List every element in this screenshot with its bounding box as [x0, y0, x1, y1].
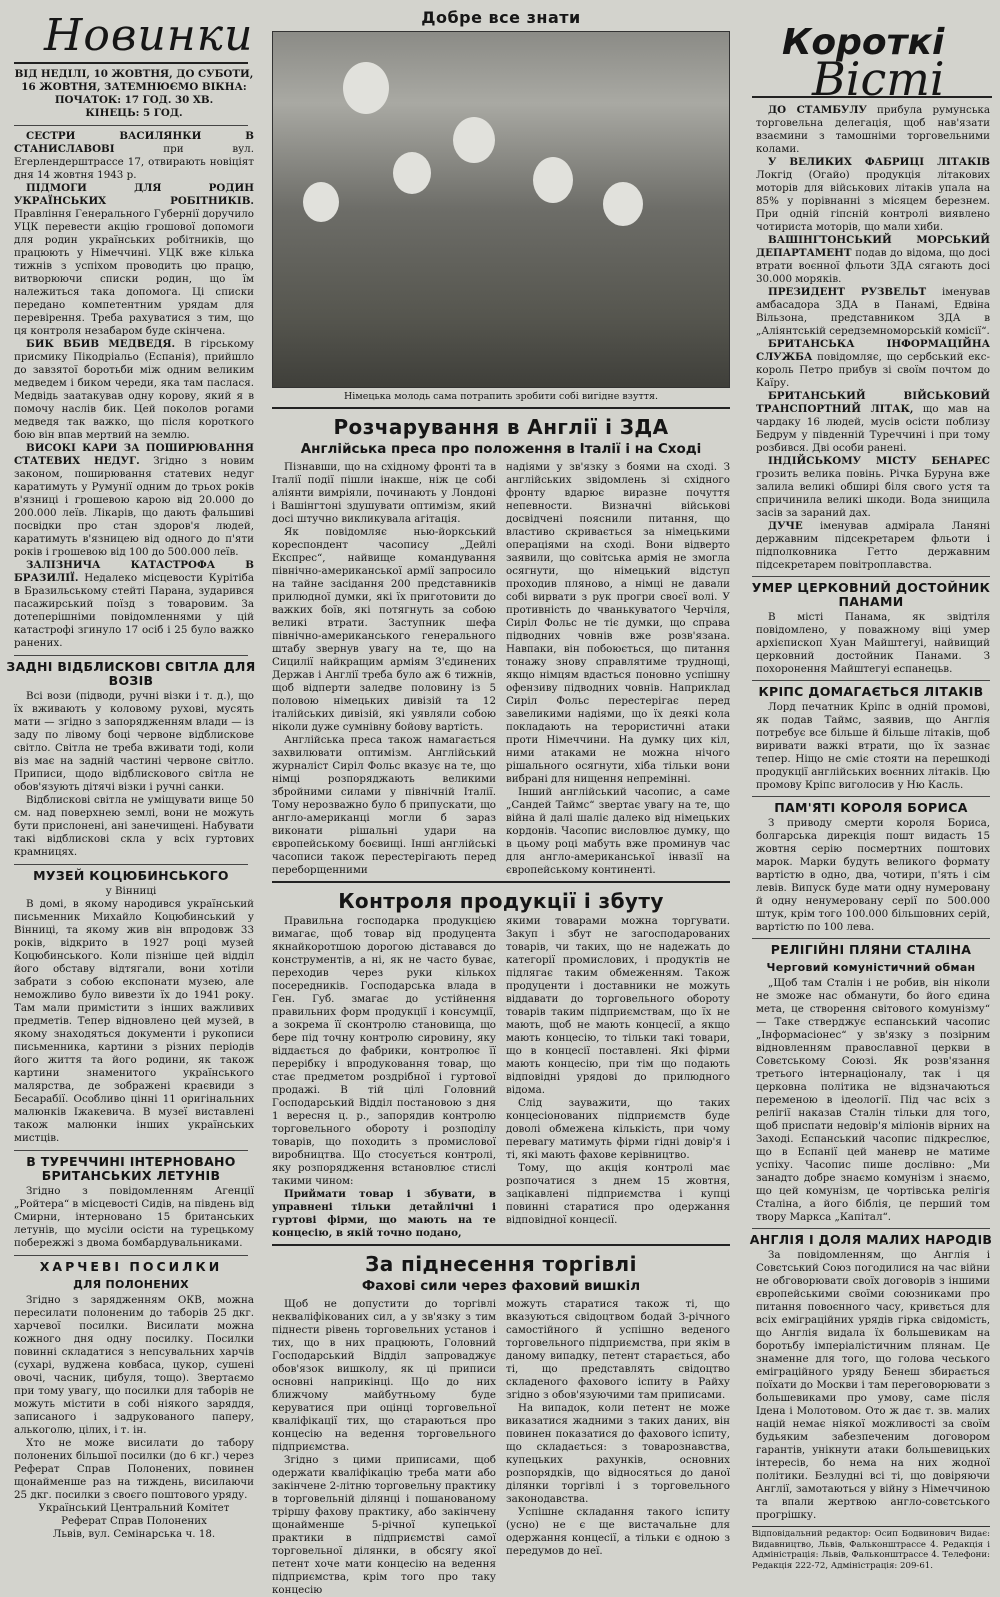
church-text: В місті Панама, як звідтіля повідомлено, у поважному віці умер архієпископ Хуан Майштегуі, найвищий церковний достойник Панами. З похоронення Майштегуі еспанецьв. — [756, 611, 990, 675]
cripps-article — [742, 701, 1000, 792]
news-item — [14, 442, 254, 559]
article1-col1 — [272, 461, 496, 877]
turkey-text: Згідно з повідомленням Агенції „Ройтера“ в місцевості Сидів, на південь від Смирни, інтерновано 15 британських летунів, що мусіли осісти на турецькому побережжі з двома бомбардувальниками. — [14, 1185, 254, 1249]
article2-para: Приймати товар і збувати, в управнені тільки детайлічні і гуртові фірми, що мають на те концесію, в якій точно подано, — [272, 1188, 496, 1239]
short-news-text: прибула румунська торговельна делегація, щоб нав'язати взаємини з тамошніми торговельними колами. — [756, 104, 990, 155]
lights-article — [0, 690, 262, 859]
small-nations-title: АНГЛІЯ І ДОЛЯ МАЛИХ НАРОДІВ — [749, 1232, 993, 1247]
blackout-notice — [0, 68, 262, 120]
blackout-line: КІНЕЦЬ: 5 ГОД. — [85, 107, 183, 119]
divider — [752, 680, 990, 681]
news-text: В гірському присмику Пікодріальо (Еспанія), прийшло до завзятої боротьби між одним великим медведем і биком череди, яка там паслася. Медвідь заатакував одну корову, який я в помочу наслів бик. Цей поколов рогами медведя так важко, що після короткого бою він впав мертвий на землю. — [14, 338, 254, 441]
short-news-text: повідомляє, що сербський екс-король Петро прибув зі своїм почтом до Каїру. — [756, 351, 990, 389]
masthead-short-news — [752, 0, 992, 106]
parcels-article — [0, 1294, 262, 1541]
parcels-subtitle: ДЛЯ ПОЛОНЕНИХ — [73, 1278, 189, 1291]
parcels-signature: Український Центральний Комітет — [38, 1502, 230, 1514]
small-nations-article — [742, 1249, 1000, 1522]
article3-para: можуть старатися також ті, що вказуються свідоцтвом бодай 3-річного самостійного й успішно веденого торговельного підприємства, при якім в даному випадку, петент старається, або ті, що представлять свідоцтво складеного фахового іспиту в Райху згідно з обов'язуючими там приписами. — [506, 1298, 730, 1401]
photo-youth-making-shoes — [272, 31, 730, 388]
short-news-head: БРИТАНСЬКИЙ ВІЙСЬКОВИЙ ТРАНСПОРТНИЙ ЛІТАК, — [756, 390, 990, 415]
divider — [14, 864, 248, 865]
article1-para: Англійська преса також намагається захвилювати оптимізм. Англійський журналіст Сиріл Фольс вказує на те, що німці розпоряджають великими збройними силами у північній Італії. Тому нерозважно було б припускати, що англо-американці могли б зараз виконати рішальні удари на європейському боєвищі. Інші англійські часописи також перестерігають перед переборщенними — [272, 734, 496, 876]
divider — [14, 125, 248, 126]
short-news-head: БРИТАНСЬКА ІНФОРМАЦІЙНА СЛУЖБА — [756, 338, 990, 363]
article3-subhead: Фахові сили через фаховий вишкіл — [361, 1278, 641, 1294]
masthead-novynky: Новинки — [14, 0, 248, 64]
short-news-item — [756, 156, 990, 234]
news-item — [14, 559, 254, 650]
lights-para: Відблискові світла не уміщувати вище 50 см. над поверхнею землі, вони не можуть бути прислонені, ані занечищені. Набувати такі відблискові скла у всіх гуртових крамницях. — [14, 794, 254, 858]
blackout-line: 16 ЖОВТНЯ, ЗАТЕМНЮЄМО ВІКНА: — [21, 81, 247, 93]
news-head: ЗАЛІЗНИЧА КАТАСТРОФА В БРАЗИЛІЇ. — [14, 559, 254, 584]
article2-para: Слід зауважити, що таких концесіонованих підприємств буде доволі обмежена кількість, при чому перевагу матимуть фірми гідні довір'я і ті, які мають фахове керівництво. — [506, 1097, 730, 1161]
article1-para: Як повідомляє нью-йоркський кореспондент часопису „Дейлі Експрес“, найвище командування північно-американської армії запросило на тайне засідання 200 представників прилюдної думки, які їх приготовити до важких боїв, які потягнуть за собою великі втрати. Заступник шефа північно-американського генерального штабу звернув увагу на те, що на Сицилії найкращим арміям З'єдинених Держав і Англії треба було аж 6 тижнів, щоб відперти заледве половину із 5 половою німецьких дивізій та 12 італійських дивізій, які уявляли собою ніколи дуже сумнівну бойову вартість. — [272, 526, 496, 733]
news-text: Згідно з новим законом, поширювання статевих недуг каратимуть у Румунії одним до трьох років в'язниці і грошевою карою від 20.000 до 200.000 леїв. Лікарів, що дають фальшиві посвідки про стан здоров'я людей, каратимуть в'язницею від одного до п'яти років і грошевою від 100 до 500.000 леїв. — [14, 455, 255, 558]
article2-para: Правильна господарка продукцією вимагає, щоб товар від продуцента якнайкоротшою дорогою діставався до конструментів, а ні, як не часто буває, переходив через руки кількох посередників. Господарська влада в Ген. Губ. змагає до устійнення правильних форм продукції і консумції, а зокрема її сконтролю становища, що бере під точну контролю сировину, яку віддається до фабрики, контролює її перерібку і впродуковання товар, що стає предметом роздрібної і гуртової продажі. В тій цілі Головний Господарський Відділ постановою з дня 1 вересня ц. р., запорядив контролю торговельного обороту і розподілу товарів, що походить з промислової виробництва. Що стосується контролі, яку розпорядження встановлює стислі такими чином: — [272, 915, 496, 1187]
masthead-word-bottom: Вісті — [812, 52, 945, 106]
short-news-item — [756, 338, 990, 390]
middle-column — [262, 0, 740, 1597]
small-nations-text: За повідомленням, що Англія і Совєтський Союз погодилися на час війни не обговорювати своїх договорів з іншими європейськими своїми союзниками про питання повоєнного часу, кривється для всіх еміграційних урядів гірка свідомість, що Англія видала їх большевикам на боротьбу імперіалістичним плянам. Це знаменне для того, що голова чеського еміграційного уряду Бенеш збирається поїхати до Москви і там переговорювати з большевиками про умову, саме після Ідена і Молотовом. Ото ж дає т. зв. малих націй немає ніякої можливості за своїм будьяким забезпеченим договором гарантів, унікнути атаки большевицьких інтересів, бо нема на них жодної політики. Безлудні всі ті, що довіряючи Англії, замотаються у війну з Німеччиною та впали жертвою англо-совєтського прогрішку. — [756, 1249, 990, 1521]
news-head: БИК ВБИВ МЕДВЕДЯ. — [26, 338, 176, 350]
museum-text: В домі, в якому народився український письменник Михайло Коцюбинський у Вінниці, та якому жив він впродовж 33 років, відкрито в 1927 році музей Коцюбинського. Коли пізніше цей відділ його обставу відтягали, вони хотіли забрати з собою експонати музею, але неможливо було вивезти їх до 1941 року. Там мали примістити з інших важливих предметів. Тепер відновлено цей музей, в якому знаходяться документи і рукописи письменника, картини з різних періодів його життя та його родини, як також картини знаменитого українського малярства, де зображені краєвиди з Бесарабії. Особливо цінні 11 оригінальних малюнків Іжакевича. В музеї виставлені також малюнки інших українських мистців. — [14, 898, 254, 1144]
section-title: Добре все знати — [421, 8, 581, 27]
divider — [752, 1228, 990, 1229]
news-item — [14, 338, 254, 442]
museum-title: МУЗЕЙ КОЦЮБИНСЬКОГО — [33, 868, 229, 883]
news-item — [14, 182, 254, 338]
cripps-title: КРІПС ДОМАГАЄТЬСЯ ЛІТАКІВ — [758, 684, 984, 699]
imprint — [752, 1526, 990, 1571]
short-news-item — [756, 390, 990, 455]
parcels-para: Згідно з зарядженням ОКВ, можна пересилати полоненим до таборів 25 дкг. харчевої посилки. Висилати можна кожного дня одну посилку. Посилки повинні складатися з непсувальних харчів (сухарі, вуджена ковбаса, цукор, сушені овочі, часник, цибуля, тощо). Звертаємо при тому увагу, що посилки для таборів не можуть містити в собі ніякого заряддя, записаного і задрукованого паперу, алькоголю, цілих, і т. ін. — [14, 1294, 254, 1436]
divider — [14, 655, 248, 656]
short-news-item — [756, 455, 990, 520]
imprint-text: Відповідальний редактор: Осип Бодвинович Видає: Видавництво, Львів, Фальконштрассе 4. Редакція і Адміністрація: Львів, Фальконштрассе 4. Телефони: Редакція 222-72, Адміністрація: 209-61. — [752, 1529, 990, 1571]
parcels-para: Хто не може висилати до табору полонених більшої посилки (до 6 кг.) через Реферат Справ Полонених, повинен щонайменше раз на тиждень, висилаючи 25 дкг. посилки з своєго поштового уряду. — [14, 1437, 254, 1501]
turkey-title: В ТУРЕЧЧИНІ ІНТЕРНОВАНО БРИТАНСЬКИХ ЛЕТУНІВ — [26, 1154, 236, 1183]
news-list — [0, 130, 262, 650]
parcels-title: ХАРЧЕВІ ПОСИЛКИ — [39, 1259, 223, 1274]
short-news-text: що мав на чардаку 16 людей, мусів осісти поблизу Бедрум у південній Туреччині і при тому розбився. Дві особи ранені. — [756, 403, 990, 454]
article1-body — [262, 461, 740, 877]
boris-title: ПАМ'ЯТІ КОРОЛЯ БОРИСА — [774, 800, 968, 815]
article3-para: Щоб не допустити до торгівлі некваліфікованих сил, а у зв'язку з тим піднести рівень торговельних установ і тих, що в них працюють, Головний Господарський Відділ запроваджує обов'язок вишколу, як ці приписи основні наприкінці. Що до них ближчому майбутньому буде керуватися при оцінці торговельної кваліфікації тих, що стараються про концесію на ведення торговельного підприємства. — [272, 1298, 496, 1453]
boris-text: З приводу смерти короля Бориса, болгарська дирекція пошт видасть 15 жовтня серію посмертних поштових марок. Марки будуть великого формату вартістю в одно, два, чотири, п'ять і сім левів. Випуск буде мати одну нумеровану й одну ненумеровану серії по 500.000 штук, крім того 100.000 більшовних серій, вартістю по 100 лева. — [756, 817, 990, 933]
right-column — [742, 0, 1000, 1571]
article3-headline: За піднесення торгівлі — [365, 1252, 637, 1276]
article2-col2 — [506, 915, 730, 1240]
news-text: Недалеко місцевости Курітіба в Бразильському стейті Парана, зударився пасажирський поїзд з товаровим. За дотеперішніми повідомленнями у цій катастрофі згинуло 17 осіб і 25 було важко ранених. — [14, 572, 254, 649]
stalin-title: РЕЛІГІЙНІ ПЛЯНИ СТАЛІНА — [770, 942, 972, 957]
short-news-item — [756, 104, 990, 156]
left-column — [0, 0, 262, 1541]
short-news-head: ДУЧЕ — [768, 520, 803, 532]
article1-col2 — [506, 461, 730, 877]
article2-para: якими товарами можна торгувати. Закуп і збут не загосподарованих товарів, чи таких, що не надежать до категорії промислових, і продуктів не підлягає таким обмеженням. Також продуценти і доставники не можуть віддавати до торговельного обороту товарів таким підприємствам, що їх не мають, щоб не мають концесії, а якщо мають концесію, то тільки такі товари, що в концесії поставлені. Які фірми мають концесію, при тім що подають відповідні урядові до прилюдного відома. — [506, 915, 730, 1096]
blackout-line: ВІД НЕДІЛІ, 10 ЖОВТНЯ, ДО СУБОТИ, — [14, 68, 254, 80]
short-news-head: ВАШІНГТОНСЬКИЙ МОРСЬКИЙ ДЕПАРТАМЕНТ — [756, 234, 990, 259]
boris-article — [742, 817, 1000, 934]
article3-para: Успішне складання такого іспиту (усно) не є ще вистачальне для одержання концесії, а тільки є одною з передумов до неї. — [506, 1506, 730, 1557]
divider — [752, 938, 990, 939]
short-news-item — [756, 520, 990, 572]
photo-caption: Німецька молодь сама потрапить зробити собі вигідне взуття. — [344, 391, 658, 402]
divider — [272, 1244, 730, 1246]
lights-title: ЗАДНІ ВІДБЛИСКОВІ СВІТЛА ДЛЯ ВОЗІВ — [6, 659, 256, 688]
parcels-signature: Реферат Справ Полонених — [61, 1515, 207, 1527]
news-text: Правління Генерального Губернії доручило УЦК перевести акцію грошової допомоги для родин українських робітників, що працюють у Німеччині. УЦК вже кілька тижнів з успіхом проводить цю працю, витворюючи списки родин, що їм належиться така допомога. Ці списки передано компетентним урядам для перевірення. Треба рахуватися з тим, що ця контроля незабаром буде скінчена. — [14, 208, 254, 337]
article3-body — [262, 1298, 740, 1597]
article2-col1 — [272, 915, 496, 1240]
article1-para: надіями у зв'язку з боями на сході. З англійських звідомлень зі східного фронту вдарює виразне почуття непевности. Визначні військові досвідчені пояснили питання, що властиво скривається за німецькими операціями на сході. Вони відверто заявили, що совітська армія не змогла осягнути, що німецький відступ проходив пляново, а німці не давали собі вирвати з рук прогри своєї волі. У противність до чванькуватого Черчіля, Сиріл Фольс не тіє думки, що справа підводних човнів вже розв'язана. Навпаки, він побоюється, що питання тонажу знову справлятиме труднощі, якщо німцям вдасться поновно успішну офензиву підводних човнів. Наприклад Сиріл Фольс перестерігає перед завеликими надіями, що їх деякі кола покладають на терористичні атаки проти Німеччини. На думку цих кіл, ними атаками не можна нічого рішального осягнути, хіба тільки вони вибрані для нищення непремінні. — [506, 461, 730, 785]
article1-headline: Розчарування в Англії і ЗДА — [333, 415, 669, 439]
article2-para: Тому, що акція контролі має розпочатися з днем 15 жовтня, зацікавлені підприємства і купці повинні старатися про одержання відповідної концесії. — [506, 1162, 730, 1226]
news-item — [14, 130, 254, 182]
article3-col1 — [272, 1298, 496, 1597]
divider — [14, 1255, 248, 1256]
short-news-head: У ВЕЛИКИХ ФАБРИЦІ ЛІТАКІВ — [768, 156, 990, 168]
short-news-item — [756, 234, 990, 286]
divider — [272, 407, 730, 409]
article3-para: На випадок, коли петент не може виказатися жадними з таких даних, він повинен показатися до фахового іспиту, що складається: з товарознавства, купецьких рахунків, основних розпорядків, що відносяться до даної ділянки торгівлі і з торговельного законодавства. — [506, 1402, 730, 1505]
news-text: при вул. Егерлендерштрассе 17, отвирають новіціят дня 14 жовтня 1943 р. — [14, 143, 254, 181]
museum-subtitle: у Вінниці — [105, 885, 157, 897]
short-news-text: іменував адмірала Ланяні державним підсекретарем фльоти і підполковника Гетто державним підсекретарем повітроплавства. — [756, 520, 990, 571]
lights-para: Всі вози (підводи, ручні візки і т. д.), що їх вживають у коловому руховi, мусять мати — згідно з запорядженням влади — із заду по лівому боці червоне відблискове світло. Світла не треба вживати тоді, коли віз має на задній частині червоне світло. Приписи, щодо відблискового світла не обов'язують дітячі візки і ручні санки. — [14, 690, 254, 793]
short-news-head: ПРЕЗИДЕНТ РУЗВЕЛЬТ — [768, 286, 927, 298]
stalin-article — [742, 977, 1000, 1224]
church-title: УМЕР ЦЕРКОВНИЙ ДОСТОЙНИК ПАНАМИ — [751, 580, 991, 609]
masthead-word-top: Короткі — [782, 22, 945, 63]
article2-headline: Контроля продукції і збуту — [338, 889, 664, 913]
short-news-text: грозить велика повінь. Річка Буруна вже залила великі обширі біля свого устя та спричинила великі шкоди. Вода знищила засів за зараний дах. — [756, 468, 990, 519]
article2-body — [262, 915, 740, 1240]
divider — [752, 576, 990, 577]
news-head: ВИСОКІ КАРИ ЗА ПОШИРЮВАННЯ СТАТЕВИХ НЕДУГ. — [14, 442, 254, 467]
museum-article — [0, 898, 262, 1145]
cripps-text: Лорд печатник Кріпс в одній промові, як подав Таймс, заявив, що Англія потребує все більше й більше літаків, щоб виривати важкі втрати, що їх зазнає тепер. Ніщо не сміє стояти на перешкоді продукції англійських воєнних літаків. Цю промову Кріпс виголосив у Ню Касль. — [756, 701, 990, 791]
article3-col2 — [506, 1298, 730, 1597]
news-head: СЕСТРИ ВАСИЛЯНКИ В СТАНИСЛАВОВІ — [14, 130, 254, 155]
short-news-head: ІНДІЙСЬКОМУ МІСТУ БЕНАРЕС — [768, 455, 990, 467]
article1-para: Пізнавши, що на східному фронті та в Італії події пішли інакше, ніж це собі аліянти вимріяли, починають у Лондоні і Вашінгтоні здушувати оптимізм, який досі штучно викликувала агітація. — [272, 461, 496, 525]
news-head: ПІДМОГИ ДЛЯ РОДИН УКРАЇНСЬКИХ РОБІТНИКІВ. — [14, 182, 254, 207]
stalin-text: „Щоб там Сталін і не робив, він ніколи не зможе нас обманути, бо його єдина мета, це створення світового комунізму“ — Таке стверджує еспанський часопис „Інформасіонес“ у зв'язку з позірним відновленням православної церкви в Совєтському Союзі. Як розв'язання третього інтернаціоналу, так і ця церковна політика не відзначаються переменою в ідеології. Під час всіх з релігії наказав Сталін тільки для того, щоб приспати недовір'я міліонів вірних на Заході. Еспанський часопис підкреслює, що в Еспанії цей маневр не матиме успіху. Часопис пише дослівно: „Ми занадто добре знаємо комунізм і знаємо, що цей комунізм, це чортівська релігія Сталіна, а його біблія, це перший том твору Маркса „Капітал“. — [756, 977, 990, 1223]
parcels-signature: Львів, вул. Семінарська ч. 18. — [52, 1528, 216, 1540]
divider — [272, 881, 730, 883]
short-news-item — [756, 286, 990, 338]
church-article — [742, 611, 1000, 676]
stalin-subtitle: Черговий комуністичний обман — [766, 961, 976, 974]
short-news-head: ДО СТАМБУЛУ — [768, 104, 867, 116]
divider — [14, 1150, 248, 1151]
article1-para: Інший англійський часопис, а саме „Сандей Таймс“ звертає увагу на те, що війна й далі шаліє далеко від німецьких кордонів. Часопис висловлює думку, що в цьому році мабуть вже проминув час для англо-американської інвазії на європейському континенті. — [506, 786, 730, 876]
short-news-text: Локгід (Огайо) продукція літакових моторів для військових літаків упала на 85% у порівнанні з місяцем березнем. При одній гіпсній контролі виявлено чотириста моторів, що мали хиби. — [756, 169, 990, 233]
divider — [752, 796, 990, 797]
short-news-text: іменував амбасадора ЗДА в Панамі, Едвіна Вільзона, представником ЗДА в „Аліянтській середземноморській комісії“. — [756, 286, 990, 337]
article1-subhead: Англійська преса про положення в Італії і на Сході — [300, 441, 702, 457]
short-news-text: подав до відома, що досі втрати воєнної фльоти ЗДА сягають досі 30.000 моряків. — [756, 247, 990, 285]
blackout-line: ПОЧАТОК: 17 ГОД. 30 ХВ. — [54, 94, 214, 106]
turkey-article — [0, 1185, 262, 1250]
article3-para: Згідно з цими приписами, щоб одержати кваліфікацію треба мати або закінчене 2-літню торговельну практику в торговельній ділянці і пошанованому тріршу фахову практику, або закінчену щонайменше 5-річної купецької практики в підприємстві самої торговельної ділянки, в обсягу якої петент хоче мати концесію на ведення підприємства, крім того про таку концесію — [272, 1454, 496, 1596]
short-news-list — [742, 104, 1000, 572]
